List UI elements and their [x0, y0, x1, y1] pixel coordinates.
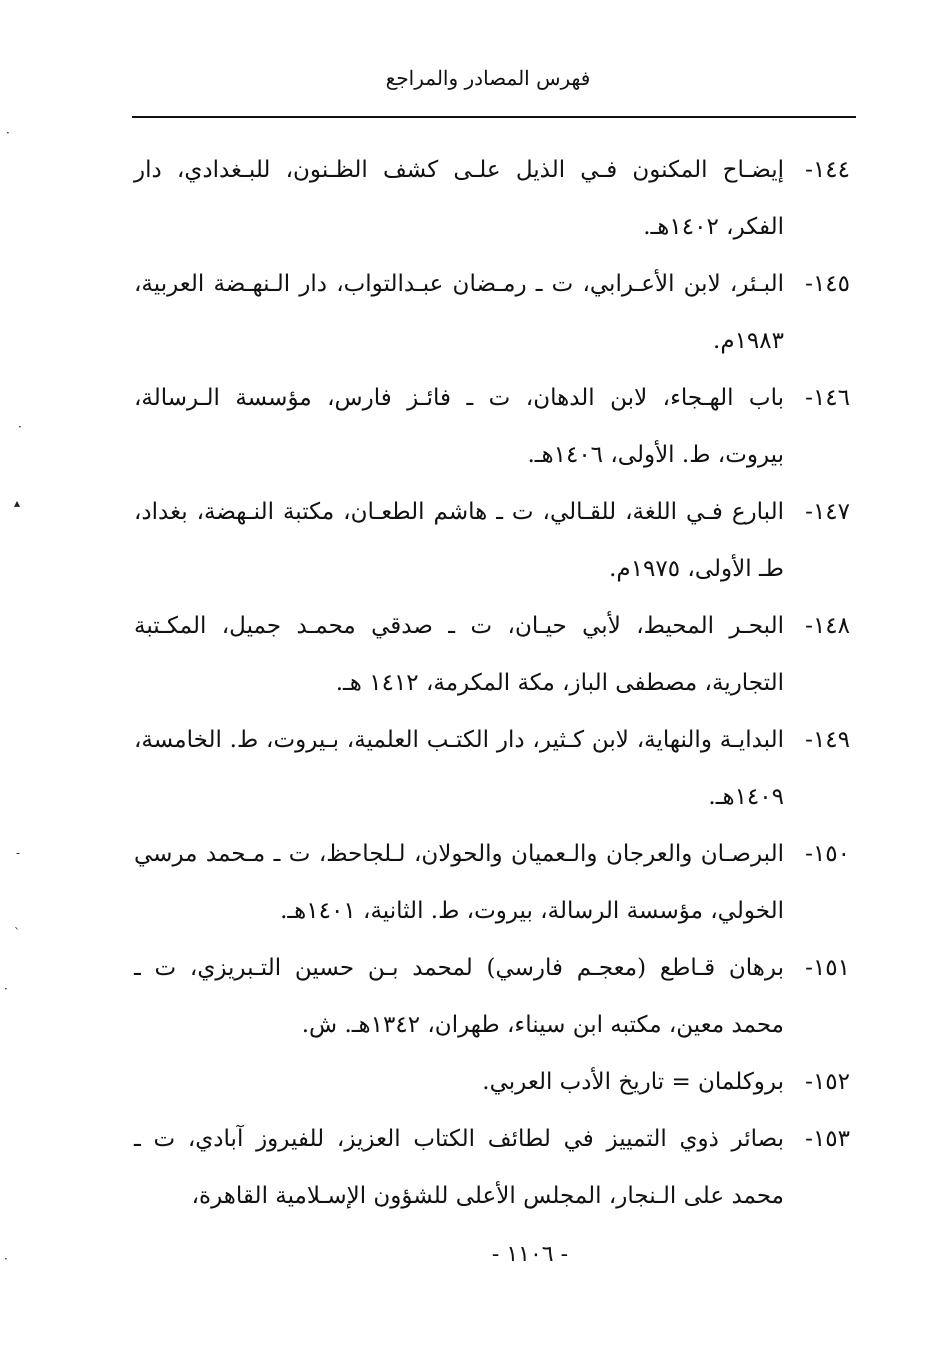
page-number: - ١١٠٦ - — [491, 1242, 569, 1267]
scan-speck: · — [4, 1252, 8, 1266]
scan-speck: · — [4, 982, 8, 996]
entry-text: بصائر ذوي التمييز في لطائف الكتاب العزيز، للفيروز آبادي، ت ـ محمد على الـنجار، المجلس الأعلى للشؤون الإسـلامية القاهرة، — [134, 1126, 784, 1209]
entry-number: ١٥٢- — [805, 1069, 850, 1095]
bibliography-entry-145 — [134, 256, 850, 370]
scan-speck: ▴ — [14, 496, 21, 510]
entry-number: ١٤٦- — [805, 385, 850, 411]
entry-number: ١٥١- — [805, 955, 850, 981]
bibliography-entry-148 — [134, 598, 850, 712]
entry-text: البدايـة والنهاية، لابن كـثير، دار الكتـب العلمية، بـيروت، ط. الخامسة، ١٤٠٩هـ. — [134, 727, 784, 810]
entry-number: ١٤٧- — [805, 499, 850, 525]
entry-text: إيضـاح المكنون فـي الذيل علـى كشف الظـنون، للبـغدادي، دار الفكر، ١٤٠٢هـ. — [134, 157, 784, 240]
bibliography-entry-153 — [134, 1111, 850, 1225]
bibliography-entry-150 — [134, 826, 850, 940]
entry-text: البارع فـي اللغة، للقـالي، ت ـ هاشم الطعـان، مكتبة النـهضة، بغداد، طـ الأولى، ١٩٧٥م. — [134, 499, 784, 582]
bibliography-entry-152 — [134, 1054, 850, 1111]
entry-text: برهان قـاطع (معجـم فارسي) لمحمد بـن حسين التـبريزي، ت ـ محمد معين، مكتبه ابن سيناء، طهران، ١٣٤٢هـ. ش. — [134, 955, 784, 1038]
entry-number: ١٤٤- — [805, 157, 850, 183]
running-header: فهرس المصادر والمراجع — [385, 66, 591, 90]
header-rule — [132, 116, 856, 118]
entry-number: ١٥٣- — [805, 1126, 850, 1152]
entry-text: بروكلمان = تاريخ الأدب العربي. — [482, 1069, 784, 1095]
bibliography-entry-146 — [134, 370, 850, 484]
scan-speck: · — [6, 126, 10, 140]
bibliography-entry-151 — [134, 940, 850, 1054]
entry-number: ١٤٩- — [805, 727, 850, 753]
bibliography-entry-149 — [134, 712, 850, 826]
entry-text: البرصـان والعرجان والـعميان والحولان، لـلجاحظ، ت ـ مـحمد مرسي الخولي، مؤسسة الرسالة، بيروت، ط. الثانية، ١٤٠١هـ. — [134, 841, 784, 924]
entry-text: باب الهـجاء، لابن الدهان، ت ـ فائـز فارس، مؤسسة الـرسالة، بيروت، ط. الأولى، ١٤٠٦هـ. — [134, 385, 784, 468]
scan-speck: · — [18, 420, 22, 434]
entry-number: ١٥٠- — [805, 841, 850, 867]
bibliography-entry-147 — [134, 484, 850, 598]
entry-number: ١٤٥- — [805, 271, 850, 297]
bibliography-list — [134, 142, 850, 1225]
scan-speck: ` — [14, 926, 20, 940]
entry-text: البحـر المحيط، لأبي حيـان، ت ـ صدقي محمـد جميل، المكـتبة التجارية، مصطفى الباز، مكة المكرمة، ١٤١٢ هـ. — [134, 613, 784, 696]
scan-speck: - — [16, 846, 21, 860]
entry-number: ١٤٨- — [805, 613, 850, 639]
bibliography-entry-144 — [134, 142, 850, 256]
entry-text: البـئر، لابن الأعـرابي، ت ـ رمـضان عبـدالتواب، دار الـنهـضة العربية، ١٩٨٣م. — [134, 271, 784, 354]
